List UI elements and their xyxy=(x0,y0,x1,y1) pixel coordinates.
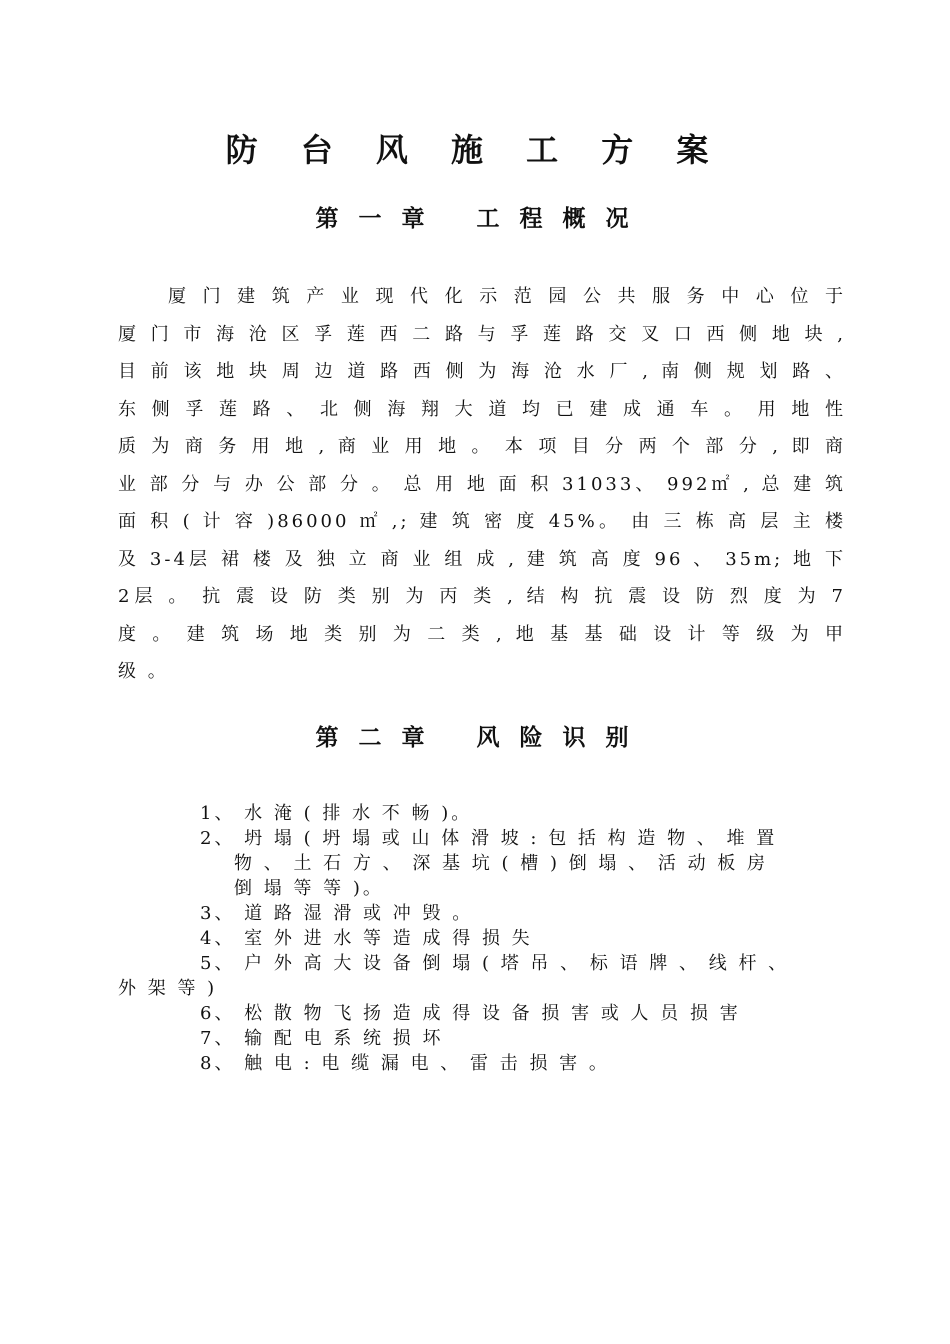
body-line: 2层 。 抗 震 设 防 类 别 为 丙 类 , 结 构 抗 震 设 防 烈 度 为 7 xyxy=(118,586,846,607)
chapter-1-number: 第 一 章 xyxy=(315,206,431,232)
list-item-continuation: 外 架 等 ) xyxy=(118,978,218,999)
body-line: 质 为 商 务 用 地 , 商 业 用 地 。 本 项 目 分 两 个 部 分 , 即 商 xyxy=(118,436,846,457)
list-item: 6、 松 散 物 飞 扬 造 成 得 设 备 损 害 或 人 员 损 害 xyxy=(200,1003,741,1024)
body-line: 及 3-4层 裙 楼 及 独 立 商 业 组 成 , 建 筑 高 度 96 、 35m; 地 下 xyxy=(118,548,846,570)
list-item: 3、 道 路 湿 滑 或 冲 毁 。 xyxy=(200,903,474,924)
body-line: 业 部 分 与 办 公 部 分 。 总 用 地 面 积 31033、 992㎡ , 总 建 筑 xyxy=(118,473,846,495)
chapter-1-heading xyxy=(0,203,950,235)
list-item: 8、 触 电 : 电 缆 漏 电 、 雷 击 损 害 。 xyxy=(200,1053,610,1074)
chapter-1-body xyxy=(118,278,846,691)
chapter-1-name: 工 程 概 况 xyxy=(476,206,635,232)
chapter-2-name: 风 险 识 别 xyxy=(476,725,635,751)
list-item: 2、 坍 塌 ( 坍 塌 或 山 体 滑 坡 : 包 括 构 造 物 、 堆 置 xyxy=(200,828,778,849)
body-line: 目 前 该 地 块 周 边 道 路 西 侧 为 海 沧 水 厂 , 南 侧 规 划 路 、 xyxy=(118,361,846,382)
chapter-2-heading xyxy=(0,722,950,754)
body-line: 面 积 ( 计 容 )86000 ㎡ ,; 建 筑 密 度 45%。 由 三 栋 高 层 主 楼 xyxy=(118,511,846,532)
body-line: 级 。 xyxy=(118,661,169,682)
body-line: 厦 门 建 筑 产 业 现 代 化 示 范 园 公 共 服 务 中 心 位 于 xyxy=(168,286,846,307)
list-item: 4、 室 外 进 水 等 造 成 得 损 失 xyxy=(200,928,533,949)
list-item: 1、 水 淹 ( 排 水 不 畅 )。 xyxy=(200,803,473,824)
risk-list xyxy=(118,801,868,1076)
list-item: 7、 输 配 电 系 统 损 坏 xyxy=(200,1028,444,1049)
body-line: 厦 门 市 海 沧 区 孚 莲 西 二 路 与 孚 莲 路 交 叉 口 西 侧 地 块 , xyxy=(118,323,846,345)
chapter-2-number: 第 二 章 xyxy=(315,725,431,751)
document-title: 防 台 风 施 工 方 案 xyxy=(225,131,725,169)
body-line: 东 侧 孚 莲 路 、 北 侧 海 翔 大 道 均 已 建 成 通 车 。 用 地 性 xyxy=(118,398,846,420)
list-item-continuation: 物 、 土 石 方 、 深 基 坑 ( 槽 ) 倒 塌 、 活 动 板 房 xyxy=(234,853,769,874)
list-item: 5、 户 外 高 大 设 备 倒 塌 ( 塔 吊 、 标 语 牌 、 线 杆 、 xyxy=(200,953,790,974)
list-item-continuation: 倒 塌 等 等 )。 xyxy=(234,878,384,899)
body-line: 度 。 建 筑 场 地 类 别 为 二 类 , 地 基 基 础 设 计 等 级 为 甲 xyxy=(118,623,846,645)
